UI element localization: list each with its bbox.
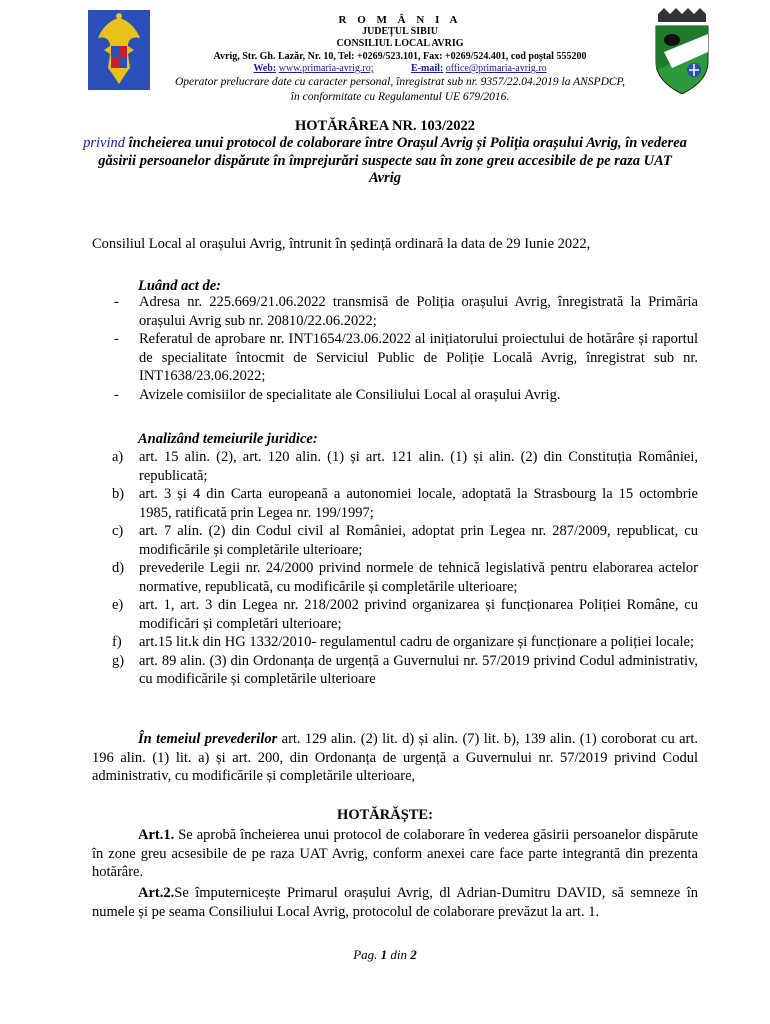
decision-title: HOTĂRÂREA NR. 103/2022 — [294, 118, 476, 134]
list-item-text: Adresa nr. 225.669/21.06.2022 transmisă de Poliția orașului Avrig, înregistrată la Primăria orașului Avrig sub nr. 20810/22.06.2022; — [139, 294, 698, 329]
footer-page-total: 2 — [410, 947, 417, 962]
header-contacts — [140, 63, 660, 74]
legal-heading: Analizând temeiurile juridice: — [138, 431, 318, 447]
list-marker: - — [114, 294, 119, 310]
list-item-text: art.15 lit.k din HG 1332/2010- regulamentul cadru de organizare și funcționare a poliției locale; — [139, 634, 694, 650]
header-address: Avrig, Str. Gh. Lazăr, Nr. 10, Tel: +0269/523.101, Fax: +0269/524.401, cod poștal 555200 — [213, 51, 587, 62]
subject-prefix: privind — [83, 135, 125, 151]
list-marker: f) — [112, 634, 122, 650]
list-item-text: prevederile Legii nr. 24/2000 privind normele de tehnică legislativă pentru elaborarea actelor normative, republicată, cu modificările și completările ulterioare; — [139, 560, 698, 595]
list-marker: d) — [112, 560, 125, 576]
list-item-text: Avizele comisiilor de specialitate ale Consiliului Local al orașului Avrig. — [139, 386, 561, 403]
operator-notice-line1: Operator prelucrare date cu caracter personal, înregistrat sub nr. 9357/22.04.2019 la ANSPDCP, — [175, 76, 625, 88]
list-marker: - — [114, 331, 119, 347]
web-link[interactable]: www.primaria-avrig.ro; — [278, 63, 374, 74]
article-1-text: Se aprobă încheierea unui protocol de colaborare în vederea găsirii persoanelor dispărute în zone greu acsesibile de pe raza UAT Avrig, conform anexei care face parte integrantă din prezenta hotărâre. — [92, 827, 698, 880]
header-council: CONSILIUL LOCAL AVRIG — [336, 38, 464, 49]
header-country: R O M Â N I A — [338, 14, 462, 26]
list-item — [92, 386, 698, 405]
list-marker: e) — [112, 597, 124, 613]
page-footer — [0, 947, 770, 963]
list-item — [92, 293, 698, 330]
avrig-coat-of-arms-icon — [650, 8, 714, 94]
decides-heading: HOTĂRĂȘTE: — [337, 807, 433, 823]
list-item-text: art. 7 alin. (2) din Codul civil al României, adoptat prin Legea nr. 287/2009, republicat, cu modificările și completările ulterioare; — [139, 523, 698, 558]
article-2-text: Se împuternicește Primarul orașului Avrig, dl Adrian-Dumitru DAVID, să semneze în numele și pe seama Consiliului Local Avrig, protocolul de colaborare prevăzut la art. 1. — [92, 885, 698, 920]
list-item — [92, 522, 698, 559]
list-item-text: art. 3 și 4 din Carta europeană a autonomiei locale, adoptată la Strasbourg la 15 octombrie 1985, ratificată prin Legea nr. 199/1997; — [139, 486, 698, 521]
header-county: JUDEȚUL SIBIU — [362, 26, 438, 37]
list-item — [92, 596, 698, 633]
list-item — [92, 652, 698, 689]
legal-list — [92, 448, 698, 689]
list-marker: a) — [112, 449, 124, 465]
list-item-text: Referatul de aprobare nr. INT1654/23.06.2022 al inițiatorului proiectului de hotărâre și raportul de specialitate întocmit de Serviciul Public de Poliție Locală Avrig, înregistrat sub nr. INT1638/23.06.2022; — [139, 331, 698, 384]
subject-text: încheierea unui protocol de colaborare între Orașul Avrig și Poliția orașului Avrig, în vederea găsirii persoanelor dispărute în împrejurări suspecte sau în zone greu accesibile de pe raza UAT Avrig — [98, 135, 687, 186]
list-item-text: art. 1, art. 3 din Legea nr. 218/2002 privind organizarea și funcționarea Poliției Române, cu modificări și completări ulterioare; — [139, 597, 698, 632]
article-2-label: Art.2. — [138, 885, 175, 901]
list-marker: c) — [112, 523, 124, 539]
article-1 — [92, 826, 698, 882]
list-item — [92, 559, 698, 596]
footer-page-number: 1 — [380, 947, 388, 962]
footer-prefix: Pag. — [353, 947, 381, 962]
list-item — [92, 485, 698, 522]
list-item — [92, 633, 698, 652]
legal-basis-lead: În temeiul prevederilor — [138, 731, 278, 747]
operator-notice-line2: în conformitate cu Regulamentul UE 679/2016. — [290, 91, 510, 103]
list-marker: g) — [112, 652, 125, 669]
list-item-text: art. 89 alin. (3) din Ordonanța de urgență a Guvernului nr. 57/2019 privind Codul administrativ, cu modificările și completările ulterioare — [139, 652, 698, 687]
email-link[interactable]: office@primaria-avrig.ro — [445, 63, 547, 74]
footer-separator: din — [387, 947, 411, 962]
decision-subject — [82, 135, 688, 188]
considering-heading: Luând act de: — [138, 278, 221, 294]
web-label: Web: — [253, 63, 277, 74]
list-item — [92, 330, 698, 386]
article-1-label: Art.1. — [138, 827, 175, 843]
list-item — [92, 448, 698, 485]
legal-basis-text: art. 129 alin. (2) lit. d) și alin. (7) lit. b), 139 alin. (1) coroborat cu art. 196 alin. (1) lit. a) și art. 200, din Ordonanța de urgență a Guvernului nr. 57/2019 privind Codul administrativ, cu modificările și completările ulterioare, — [92, 731, 698, 784]
article-2 — [92, 884, 698, 921]
list-marker: - — [114, 386, 119, 403]
email-label: E-mail: — [411, 63, 444, 74]
legal-basis-paragraph — [92, 730, 698, 786]
list-item-text: art. 15 alin. (2), art. 120 alin. (1) și art. 121 alin. (1) și alin. (2) din Constituția României, republicată; — [139, 449, 698, 484]
list-marker: b) — [112, 486, 125, 502]
intro-paragraph: Consiliul Local al orașului Avrig, întrunit în ședință ordinară la data de 29 Iunie 2022, — [92, 236, 591, 252]
considering-list — [92, 293, 698, 404]
